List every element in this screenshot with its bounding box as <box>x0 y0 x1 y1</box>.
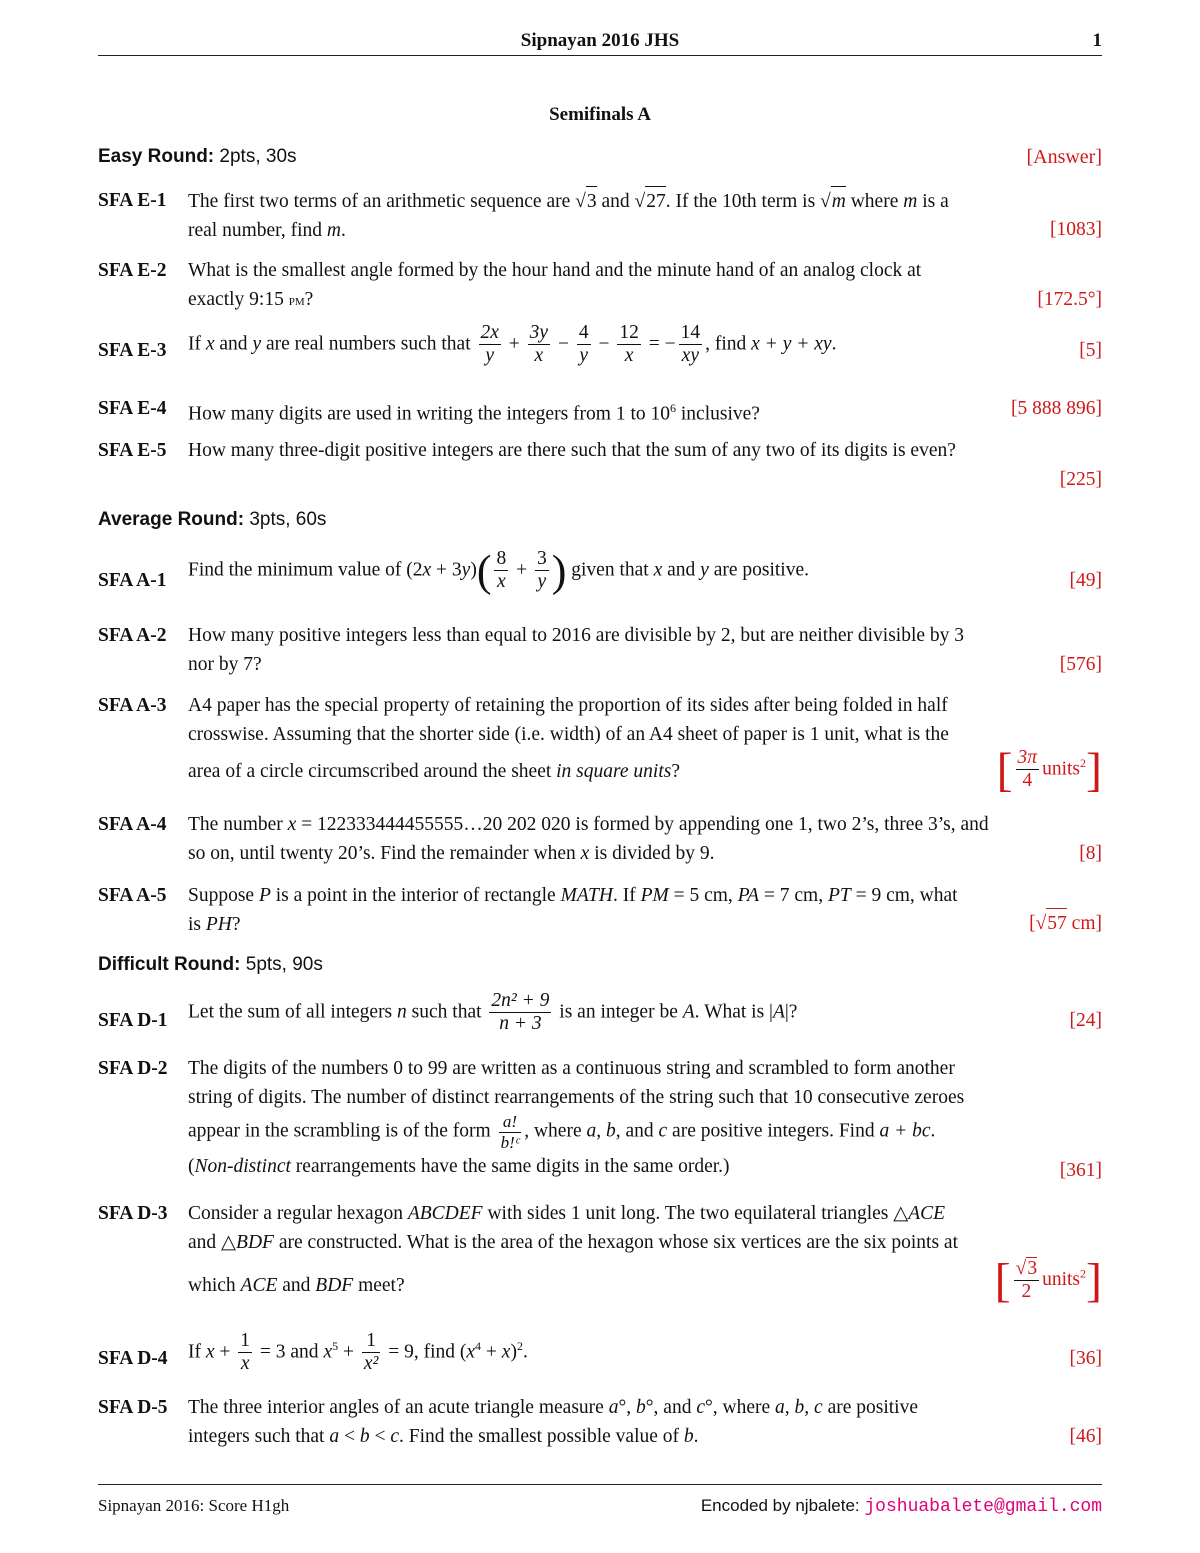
problem-label: SFA E-3 <box>98 340 167 361</box>
answer: [5 888 896] <box>1011 398 1102 419</box>
difficult-round-heading <box>98 954 1102 976</box>
problem-text: Consider a regular hexagon ABCDEF with sides 1 unit long. The two equilateral triangles △ACE and △BDF are constructed. What is the area of the hexagon whose six vertices are the six points at which ACE and BDF meet? <box>188 1203 959 1296</box>
document-page <box>98 0 1102 1553</box>
header-rule <box>98 55 1102 56</box>
round-label: Average Round: <box>98 509 245 530</box>
email-link[interactable]: joshuabalete@gmail.com <box>864 1497 1102 1517</box>
section-title: Semifinals A <box>549 104 651 125</box>
answer: [24] <box>1069 1010 1102 1031</box>
round-label: Easy Round: <box>98 146 215 167</box>
answer: [8] <box>1079 843 1102 864</box>
problem-text: If x and y are real numbers such that $\frac{2x}{y}$ + $\frac{3y}{x}$ − $\frac{4}{y}$ − $\frac{12}{x}$ = − $\frac{14}{xy}$ , find x + y + xy. <box>188 322 837 367</box>
header-title: Sipnayan 2016 JHS <box>520 30 680 51</box>
problem-label: SFA A-4 <box>98 814 167 835</box>
problem-label: SFA A-5 <box>98 885 167 906</box>
round-points: 5pts, 90s <box>245 954 323 975</box>
problem-text: How many three-digit positive integers are there such that the sum of any two of its digits is even? <box>188 440 956 461</box>
answer: [225] <box>1059 469 1102 490</box>
problem-label: SFA D-4 <box>98 1348 168 1369</box>
problem-label: SFA A-1 <box>98 570 167 591</box>
problem-text: The number x = 122333444455555…20 202 020 is formed by appending one 1, two 2’s, three 3’s, and so on, until twenty 20’s. Find the remainder when x is divided by 9. <box>188 814 989 864</box>
problem-label: SFA D-2 <box>98 1058 168 1079</box>
problem-text: Let the sum of all integers n such that $\frac{\text{2n² + 9}}{n + 3}$ is an integer be A. What is |A|? <box>188 990 798 1035</box>
page-header <box>98 30 1102 54</box>
footer-title: Sipnayan 2016: Score H1gh <box>98 1496 290 1515</box>
problem-label: SFA D-5 <box>98 1397 168 1418</box>
footer-rule <box>98 1484 1102 1485</box>
problem-text: Suppose P is a point in the interior of rectangle MATH. If PM = 5 cm, PA = 7 cm, PT = 9 cm, what is PH? <box>188 885 958 935</box>
problem-text: The first two terms of an arithmetic sequence are √3 and √27. If the 10th term is √m where m is a real number, find m. <box>188 186 1102 245</box>
footer-credit <box>701 1496 1102 1517</box>
answer: [√57 cm] <box>1029 908 1102 938</box>
problem-label: SFA E-2 <box>98 260 167 281</box>
page-number: 1 <box>1092 30 1102 51</box>
problem-text: If x + $\frac{1}{x}$ = 3 and $x^5$ + $\frac{1}{\text{x²}}$ = 9, find $(x^4 + x)^2$. <box>188 1330 528 1375</box>
answer: [36] <box>1069 1348 1102 1369</box>
problem-text: How many positive integers less than equal to 2016 are divisible by 2, but are neither divisible by 3 nor by 7? <box>188 625 965 675</box>
problem-text: Find the minimum value of (2x + 3y)( $\frac{8}{x}$ + $\frac{3}{y}$ ) given that x and y are positive. <box>188 546 809 596</box>
problem-label: SFA D-1 <box>98 1010 168 1031</box>
round-points: 2pts, 30s <box>219 146 297 167</box>
answer: [ $\frac{√3}{2}$ units$^2$] <box>994 1253 1102 1307</box>
answer: [ $\frac{3\pi}{4}$ units$^2$] <box>996 743 1102 797</box>
answer: [1083] <box>1050 219 1102 240</box>
answer: [172.5°] <box>1037 289 1102 310</box>
encoded-by-label: Encoded by njbalete: <box>700 1496 865 1515</box>
problem-label: SFA A-3 <box>98 695 167 716</box>
round-label: Difficult Round: <box>98 954 241 975</box>
answer: [5] <box>1079 340 1102 361</box>
answer: [49] <box>1069 570 1102 591</box>
answer: [361] <box>1059 1160 1102 1181</box>
problem-text: How many digits are used in writing the integers from 1 to $10^6$ inclusive? <box>188 401 760 425</box>
problem-text: The three interior angles of an acute triangle measure a°, b°, and c°, where a, b, c are positive integers such that a < b < c. Find the smallest possible value of b. <box>188 1397 919 1447</box>
average-round-heading <box>98 509 1102 531</box>
round-points: 3pts, 60s <box>249 509 327 530</box>
problem-label: SFA E-5 <box>98 440 167 461</box>
problem-label: SFA E-1 <box>98 190 167 211</box>
easy-round-heading <box>98 146 1102 168</box>
answer: [46] <box>1069 1426 1102 1447</box>
answer: [576] <box>1059 654 1102 675</box>
answer-column-header: [Answer] <box>1026 146 1102 168</box>
problem-text: The digits of the numbers 0 to 99 are written as a continuous string and scrambled to form another string of digits. The number of distinct rearrangements of the string such that 10 consecutive zeroes appear in the scrambling is of the form $\frac{a!}{\text{b!ᶜ}}$ , where a, b, and c are positive integers. Find a + bc. (Non-distinct rearrangements have the same digits in the same order.) <box>188 1058 965 1178</box>
problem-label: SFA D-3 <box>98 1203 168 1224</box>
problem-label: SFA A-2 <box>98 625 167 646</box>
problem-label: SFA E-4 <box>98 398 167 419</box>
problem-text: A4 paper has the special property of retaining the proportion of its sides after being folded in half crosswise. Assuming that the shorter side (i.e. width) of an A4 sheet of paper is 1 unit, what is the area of a circle circumscribed around the sheet in square units? <box>188 695 949 782</box>
problem-text: What is the smallest angle formed by the hour hand and the minute hand of an analog clock at exactly 9:15 pm? <box>188 260 922 310</box>
